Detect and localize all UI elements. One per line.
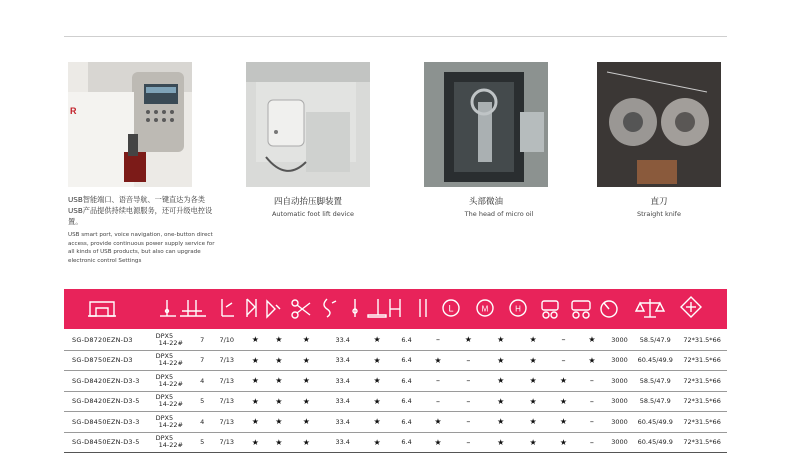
needle-system: DPX5 xyxy=(155,331,174,340)
spec-cell: ★ xyxy=(549,391,578,412)
model-cell: SG-D8720EZN-D3 xyxy=(64,330,156,350)
spec-cell: ★ xyxy=(484,391,517,412)
spec-cell: ★ xyxy=(266,350,292,371)
spec-cell: ★ xyxy=(266,412,292,433)
feature-caption-cn-4: 直刀 xyxy=(650,197,668,207)
needle-system-cell xyxy=(156,330,196,350)
needle-system-cell xyxy=(156,350,196,371)
spec-cell: 72*31.5*66 xyxy=(677,330,727,350)
spec-cell: ★ xyxy=(244,432,266,453)
spec-cell: 6.4 xyxy=(390,330,423,350)
svg-text:M: M xyxy=(481,304,489,314)
spec-cell: 33.4 xyxy=(321,412,364,433)
spec-cell: ★ xyxy=(364,412,390,433)
spec-cell: 33.4 xyxy=(321,330,364,350)
spec-cell: ★ xyxy=(266,330,292,350)
spec-cell: ★ xyxy=(244,391,266,412)
spec-cell: – xyxy=(453,350,484,371)
spec-cell: ★ xyxy=(244,350,266,371)
spec-cell: ★ xyxy=(517,412,548,433)
model-cell: SG-D8750EZN-D3 xyxy=(64,350,156,371)
spec-cell: 6.4 xyxy=(390,371,423,392)
table-row xyxy=(64,350,727,371)
needle-system-cell xyxy=(156,391,196,412)
spec-cell: ★ xyxy=(423,412,452,433)
needle-system: DPX5 xyxy=(155,393,174,402)
spec-cell: ★ xyxy=(244,330,266,350)
spec-cell: 58.5/47.9 xyxy=(633,371,677,392)
spec-cell: ★ xyxy=(244,412,266,433)
spec-cell: 7/10 xyxy=(209,330,244,350)
thread-stand-icon xyxy=(353,299,357,317)
needle-icon xyxy=(390,299,400,317)
spec-header-bar xyxy=(64,289,727,329)
spec-cell: 7/13 xyxy=(209,350,244,371)
needle-size: 14-22# xyxy=(158,400,183,409)
feature-caption-en-4: Straight knife xyxy=(637,210,681,218)
spec-cell: 3000 xyxy=(606,330,634,350)
spec-cell: ★ xyxy=(266,391,292,412)
spec-cell: 6.4 xyxy=(390,350,423,371)
needle-system: DPX5 xyxy=(155,352,174,361)
spec-cell: ★ xyxy=(578,350,605,371)
spec-cell: ★ xyxy=(517,432,548,453)
feature-caption-en-1: USB smart port, voice navigation, one-button direct access, provide continuous power supply service for all kinds of USB products, but also can upgrade electronic control Settings xyxy=(68,232,215,264)
feature-photo-usb-panel xyxy=(68,62,192,187)
spec-cell: 7 xyxy=(195,330,209,350)
spec-cell: 3000 xyxy=(606,371,634,392)
scissors-icon xyxy=(292,300,310,318)
spec-cell: ★ xyxy=(266,432,292,453)
spec-cell: 33.4 xyxy=(321,371,364,392)
needle-system: DPX5 xyxy=(155,413,174,422)
spec-cell: 3000 xyxy=(606,432,634,453)
spec-cell: 7/13 xyxy=(209,412,244,433)
spec-cell: 72*31.5*66 xyxy=(677,371,727,392)
spec-cell: ★ xyxy=(266,371,292,392)
motor-icon xyxy=(542,301,558,318)
spec-cell: 33.4 xyxy=(321,350,364,371)
spec-cell: 4 xyxy=(195,412,209,433)
spec-cell: 58.5/47.9 xyxy=(633,330,677,350)
thread-take-icon xyxy=(324,299,336,317)
model-cell: SG-D8420EZN-D3-5 xyxy=(64,391,156,412)
speed-icon xyxy=(601,301,617,317)
spec-cell: 6.4 xyxy=(390,432,423,453)
spec-cell: ★ xyxy=(517,330,548,350)
spec-cell: 3000 xyxy=(606,412,634,433)
needle-system-cell xyxy=(156,432,196,453)
needle-feed-icon xyxy=(160,300,176,316)
presser-foot-icon xyxy=(368,299,386,317)
spec-cell: 7/13 xyxy=(209,371,244,392)
H-hook-icon xyxy=(510,300,526,316)
spec-cell: ★ xyxy=(292,412,321,433)
spec-cell: ★ xyxy=(484,432,517,453)
spec-cell: ★ xyxy=(292,391,321,412)
needle-system: DPX5 xyxy=(155,434,174,443)
spec-cell: – xyxy=(578,432,605,453)
spec-cell: ★ xyxy=(364,330,390,350)
table-row xyxy=(64,330,727,350)
spec-cell: 72*31.5*66 xyxy=(677,432,727,453)
stitch-length-icon xyxy=(180,300,206,316)
spec-cell: – xyxy=(578,412,605,433)
spec-cell: ★ xyxy=(364,350,390,371)
spec-cell: ★ xyxy=(364,371,390,392)
spec-cell: ★ xyxy=(578,330,605,350)
spec-cell: ★ xyxy=(517,350,548,371)
needle-system: DPX5 xyxy=(155,372,174,381)
servo-motor-icon xyxy=(572,301,590,318)
spec-cell: – xyxy=(423,371,452,392)
spec-cell: 7/13 xyxy=(209,391,244,412)
spec-cell: ★ xyxy=(549,371,578,392)
scale-icon xyxy=(636,299,664,317)
spec-cell: – xyxy=(453,371,484,392)
spec-cell: – xyxy=(578,391,605,412)
spec-cell: ★ xyxy=(517,391,548,412)
spec-cell: ★ xyxy=(292,371,321,392)
needle-size: 14-22# xyxy=(158,441,183,450)
spec-cell: ★ xyxy=(292,350,321,371)
foot-lift-icon xyxy=(222,299,234,316)
spec-cell: ★ xyxy=(292,432,321,453)
top-divider xyxy=(64,36,727,37)
spec-cell: ★ xyxy=(484,412,517,433)
package-size-icon xyxy=(681,297,701,317)
double-needle-icon xyxy=(420,299,426,317)
spec-cell: ★ xyxy=(244,371,266,392)
spec-cell: ★ xyxy=(453,330,484,350)
spec-cell: 72*31.5*66 xyxy=(677,350,727,371)
spec-cell: 7 xyxy=(195,350,209,371)
spec-cell: 72*31.5*66 xyxy=(677,391,727,412)
table-row xyxy=(64,432,727,453)
feature-caption-cn-3: 头部微油 xyxy=(468,197,503,207)
spec-cell: ★ xyxy=(364,391,390,412)
spec-cell: – xyxy=(549,350,578,371)
needle-system-cell xyxy=(156,371,196,392)
svg-text:H: H xyxy=(515,304,521,314)
feature-photo-micro-oil xyxy=(424,62,548,187)
feature-caption-en-2: Automatic foot lift device xyxy=(271,210,354,218)
spec-cell: ★ xyxy=(364,432,390,453)
table-row xyxy=(64,412,727,433)
spec-cell: ★ xyxy=(549,412,578,433)
thread-trim-icon xyxy=(267,301,280,317)
spec-cell: – xyxy=(453,391,484,412)
spec-table xyxy=(64,330,727,453)
spec-cell: 60.45/49.9 xyxy=(633,412,677,433)
spec-cell: – xyxy=(423,330,452,350)
spec-cell: – xyxy=(549,330,578,350)
spec-cell: – xyxy=(423,391,452,412)
spec-cell: ★ xyxy=(484,371,517,392)
spec-cell: 6.4 xyxy=(390,412,423,433)
sewing-machine-icon xyxy=(88,302,116,316)
needle-size: 14-22# xyxy=(158,338,183,347)
needle-size: 14-22# xyxy=(158,420,183,429)
model-cell: SG-D8450EZN-D3-3 xyxy=(64,412,156,433)
spec-cell: 3000 xyxy=(606,391,634,412)
needle-size: 14-22# xyxy=(158,359,183,368)
feature-caption-cn-1: USB智能端口、语音导航、一键直达为各类USB产品提供持续电源服务，还可升级电控设置。 xyxy=(68,195,213,226)
feature-photo-foot-lift xyxy=(246,62,370,187)
feature-caption-en-3: The head of micro oil xyxy=(464,210,534,218)
table-row xyxy=(64,391,727,412)
spec-cell: ★ xyxy=(484,350,517,371)
spec-cell: 6.4 xyxy=(390,391,423,412)
feature-caption-cn-2: 四自动抬压脚装置 xyxy=(273,197,342,207)
spec-cell: ★ xyxy=(423,350,452,371)
spec-cell: 5 xyxy=(195,432,209,453)
spec-cell: 58.5/47.9 xyxy=(633,391,677,412)
spec-cell: 72*31.5*66 xyxy=(677,412,727,433)
spec-cell: – xyxy=(578,371,605,392)
model-cell: SG-D8450EZN-D3-5 xyxy=(64,432,156,453)
spec-cell: – xyxy=(453,432,484,453)
table-row xyxy=(64,371,727,392)
feature-photo-straight-knife xyxy=(597,62,721,187)
L-hook-icon xyxy=(443,300,459,316)
spec-cell: ★ xyxy=(517,371,548,392)
svg-text:L: L xyxy=(448,303,454,314)
spec-cell: 33.4 xyxy=(321,432,364,453)
spec-cell: 60.45/49.9 xyxy=(633,432,677,453)
spec-cell: 4 xyxy=(195,371,209,392)
spec-cell: 5 xyxy=(195,391,209,412)
spec-cell: – xyxy=(453,412,484,433)
reverse-icon xyxy=(247,299,256,317)
spec-cell: ★ xyxy=(292,330,321,350)
spec-cell: 33.4 xyxy=(321,391,364,412)
svg-text:R: R xyxy=(70,106,77,116)
spec-cell: 3000 xyxy=(606,350,634,371)
spec-cell: ★ xyxy=(549,432,578,453)
spec-cell: ★ xyxy=(484,330,517,350)
needle-system-cell xyxy=(156,412,196,433)
needle-size: 14-22# xyxy=(158,379,183,388)
spec-cell: 60.45/49.9 xyxy=(633,350,677,371)
spec-cell: 7/13 xyxy=(209,432,244,453)
model-cell: SG-D8420EZN-D3-3 xyxy=(64,371,156,392)
M-hook-icon xyxy=(477,300,493,316)
spec-cell: ★ xyxy=(423,432,452,453)
